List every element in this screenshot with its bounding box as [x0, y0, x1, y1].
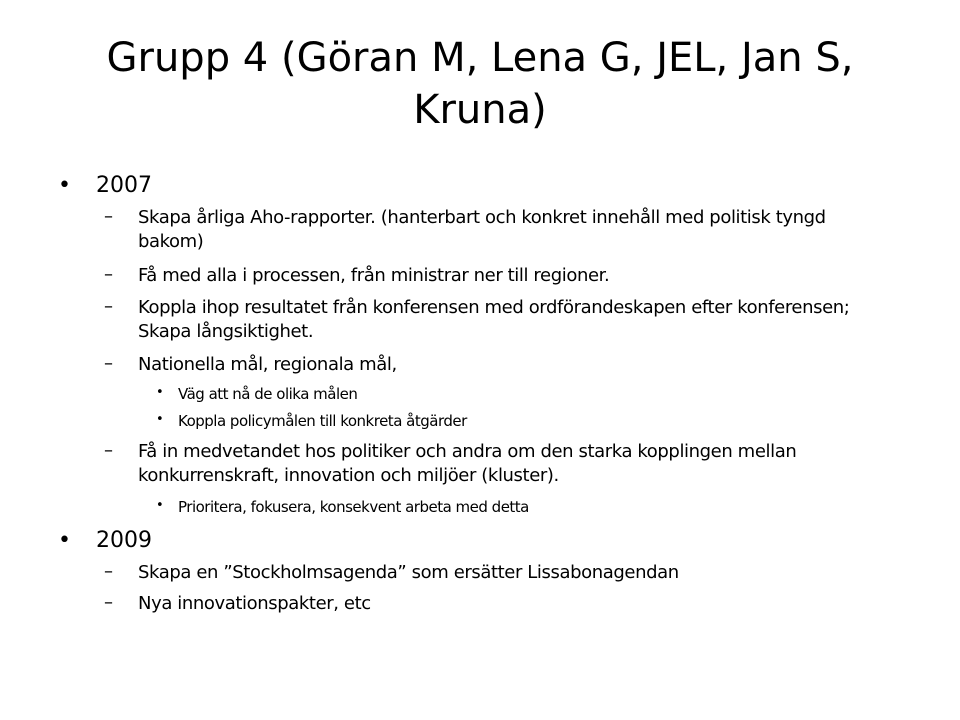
slide-title: Grupp 4 (Göran M, Lena G, JEL, Jan S, Kruna) [106, 35, 854, 133]
sub-bullet-text: Koppla ihop resultatet från konferensen med ordförandeskapen efter konferensen; Skapa långsiktighet. [138, 297, 850, 342]
dash: – [104, 296, 113, 317]
dash: – [104, 206, 113, 227]
dash: – [104, 561, 113, 582]
dash: – [104, 592, 113, 613]
dot: • [156, 412, 164, 427]
dot: • [156, 385, 164, 400]
sub-sub-bullet-text: Prioritera, fokusera, konsekvent arbeta med detta [178, 498, 529, 516]
bullet-label: 2009 [96, 528, 152, 553]
bullet-dot: • [58, 173, 71, 198]
dash: – [104, 353, 113, 374]
sub-bullet-text: Nationella mål, regionala mål, [138, 354, 397, 375]
dash: – [104, 264, 113, 285]
sub-bullet-text: Skapa en ”Stockholmsagenda” som ersätter Lissabonagendan [138, 562, 679, 583]
bullet-dot: • [58, 528, 71, 553]
sub-sub-bullet-text: Väg att nå de olika målen [178, 385, 358, 403]
sub-bullet-text: Få med alla i processen, från ministrar ner till regioner. [138, 265, 610, 286]
dot: • [156, 498, 164, 513]
sub-sub-bullet-text: Koppla policymålen till konkreta åtgärder [178, 412, 467, 430]
sub-bullet-text: Nya innovationspakter, etc [138, 593, 371, 614]
dash: – [104, 440, 113, 461]
sub-bullet-text: Skapa årliga Aho-rapporter. (hanterbart och konkret innehåll med politisk tyngd bakom) [138, 207, 826, 252]
sub-bullet-text: Få in medvetandet hos politiker och andra om den starka kopplingen mellan konkurrenskraft, innovation och miljöer (kluster). [138, 441, 797, 486]
bullet-label: 2007 [96, 173, 152, 198]
